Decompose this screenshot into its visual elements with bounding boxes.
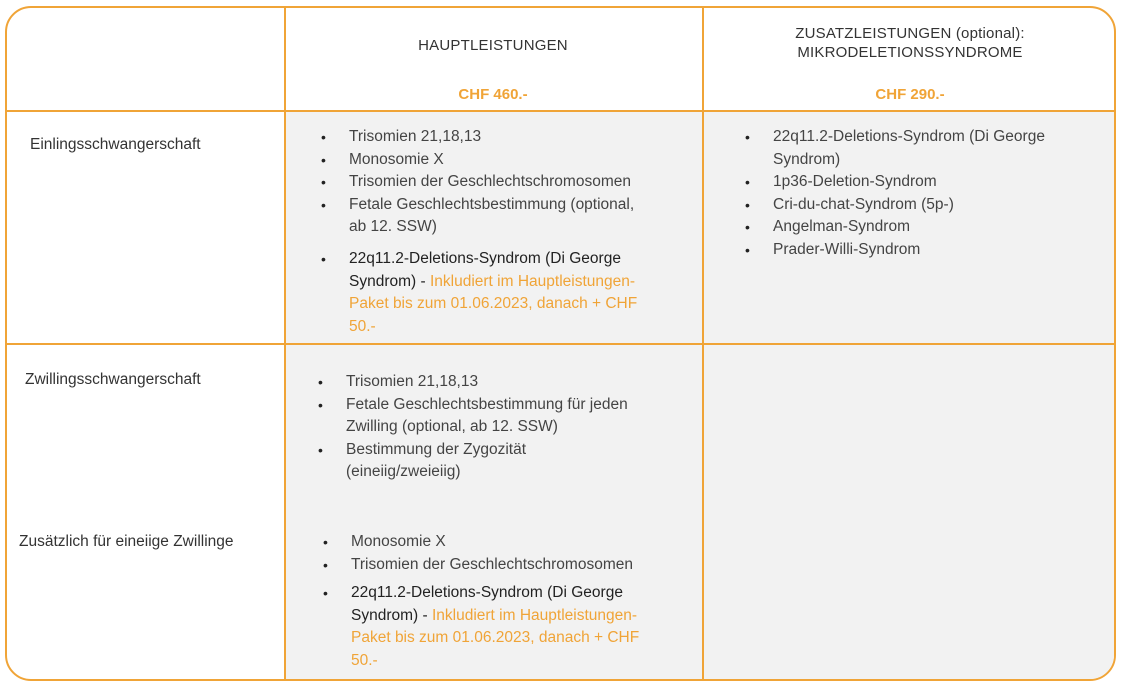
row-label-identical: Zusätzlich für eineiige Zwillinge [19,533,234,550]
single-main-list [321,126,689,239]
list-item: • 22q11.2-Deletions-Syndrom (Di George Syndrom) - Inkludiert im Hauptleistungen- Paket bis zum 01.06.2023, danach + CHF 50.- [323,584,640,669]
list-item: • Trisomien 21,18,13 [321,128,482,145]
identical-main-list [323,531,691,576]
divider-header [7,110,1116,112]
list-item: • Trisomien 21,18,13 [318,373,479,390]
header-extra-title-line1: ZUSATZLEISTUNGEN (optional): [795,25,1025,42]
header-main-title: HAUPTLEISTUNGEN [418,37,568,54]
list-item: • Prader-Willi-Syndrom [745,240,921,258]
header-extra-price: CHF 290.- [875,86,945,103]
single-main-special [321,248,689,338]
list-item: • 22q11.2-Deletions-Syndrom (Di George Syndrom) - Inkludiert im Hauptleistungen- Paket bis zum 01.06.2023, danach + CHF 50.- [321,250,638,335]
identical-main-special [323,582,691,672]
list-item: • Monosomie X [323,533,446,550]
pricing-table [5,6,1116,681]
list-item: • 1p36-Deletion-Syndrom [745,173,937,190]
list-item: • Fetale Geschlechtsbestimmung für jeden Zwilling (optional, ab 12. SSW) [318,395,628,435]
list-item: • Fetale Geschlechtsbestimmung (optional, ab 12. SSW) [321,195,635,235]
divider-row1 [7,343,1116,345]
header-main-price: CHF 460.- [458,86,528,103]
list-item: • Trisomien der Geschlechtschromosomen [323,555,633,573]
header-extra-title [703,24,1117,62]
list-item: • 22q11.2-Deletions-Syndrom (Di George Syndrom) [745,128,1045,168]
cell-bg-twins-extra [704,345,1116,681]
row-label-twins: Zwillingsschwangerschaft [25,371,201,388]
single-extra-list [745,126,1103,261]
row-label-single: Einlingsschwangerschaft [30,136,201,153]
list-item: • Angelman-Syndrom [745,218,910,235]
twins-main-list [318,371,686,484]
list-item: • Monosomie X [321,150,444,168]
header-extra-title-line2: MIKRODELETIONSSYNDROME [797,44,1023,61]
list-item: • Trisomien der Geschlechtschromosomen [321,173,631,190]
list-item: • Cri-du-chat-Syndrom (5p-) [745,195,954,213]
list-item: • Bestimmung der Zygozität (eineiig/zweieiig) [318,440,527,480]
